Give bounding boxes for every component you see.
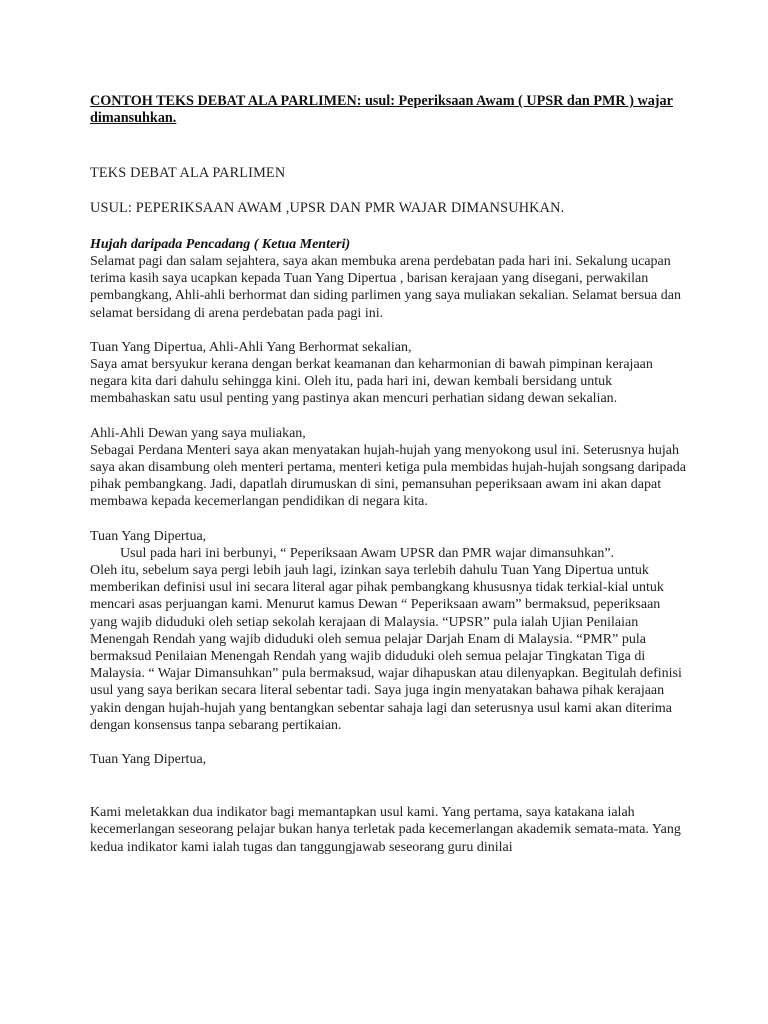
paragraph-motion: Usul pada hari ini berbunyi, “ Peperiksaan Awam UPSR dan PMR wajar dimansuhkan”. xyxy=(120,545,615,561)
paragraph-body: Sebagai Perdana Menteri saya akan menyatakan hujah-hujah yang menyokong usul ini. Seterusnya hujah saya akan disambung oleh menteri pertama, menteri ketiga pula membidas hujah-hujah songsang daripada pihak pembangkang. Jadi, dapatlah dirumuskan di sini, pemansuhan peperiksaan awam ini akan dapat membawa kepada kecemerlangan pendidikan di negara kita. xyxy=(90,442,686,510)
section-heading: Hujah daripada Pencadang ( Ketua Menteri) xyxy=(90,237,351,252)
document-title: CONTOH TEKS DEBAT ALA PARLIMEN: usul: Peperiksaan Awam ( UPSR dan PMR ) wajar dimansuhkan. xyxy=(90,93,673,126)
paragraph-address: Tuan Yang Dipertua, Ahli-Ahli Yang Berhormat sekalian, xyxy=(90,339,412,355)
paragraph-body: Kami meletakkan dua indikator bagi memantapkan usul kami. Yang pertama, saya katakana ialah kecemerlangan seseorang pelajar bukan hanya terletak pada kecemerlangan akademik semata-mata. Yang kedua indikator kami ialah tugas dan tanggungjawab seseorang guru dinilai xyxy=(90,805,681,855)
paragraph-address: Tuan Yang Dipertua, xyxy=(90,528,207,544)
paragraph-opening: Selamat pagi dan salam sejahtera, saya akan membuka arena perdebatan pada hari ini. Sekalung ucapan terima kasih saya ucapkan kepada Tuan Yang Dipertua , barisan kerajaan yang disegani, perwakilan pembangkang, Ahli-ahli berhormat dan siding parlimen yang saya muliakan sekalian. Selamat bersua dan selamat bersidang di arena perdebatan pada pagi ini. xyxy=(90,254,681,321)
paragraph-body: Oleh itu, sebelum saya pergi lebih jauh lagi, izinkan saya terlebih dahulu Tuan Yang Dipertua untuk memberikan definisi usul ini secara literal agar pihak pembangkang khususnya tidak terkial-kial untuk mencari asas perjuangan kami. Menurut kamus Dewan “ Peperiksaan awam” bermaksud, peperiksaan yang wajib diduduki oleh setiap sekolah kerajaan di Malaysia. “UPSR” pula ialah Ujian Penilaian Menengah Rendah yang wajib diduduki oleh semua pelajar Darjah Enam di Malaysia. “PMR” pula bermaksud Penilaian Menengah Rendah yang wajib diduduki oleh semua pelajar Tingkatan Tiga di Malaysia. “ Wajar Dimansuhkan” pula bermaksud, wajar dihapuskan atau dilenyapkan. Begitulah definisi usul yang saya berikan secara literal sebentar tadi. Saya juga ingin menyatakan bahawa pihak kerajaan yakin dengan hujah-hujah yang bentangkan sebentar sahaja lagi dan seterusnya usul kami akan diterima dengan konsensus tanpa sebarang pertikaian. xyxy=(90,563,682,733)
paragraph-body: Saya amat bersyukur kerana dengan berkat keamanan dan keharmonian di bawah pimpinan kerajaan negara kita dari dahulu sehingga kini. Oleh itu, pada hari ini, dewan kembali bersidang untuk membahaskan satu usul penting yang pastinya akan mencuri perhatian sidang dewan sekalian. xyxy=(90,357,653,407)
paragraph-address: Tuan Yang Dipertua, xyxy=(90,752,207,768)
paragraph-address: Ahli-Ahli Dewan yang saya muliakan, xyxy=(90,425,306,441)
heading-teks-debat: TEKS DEBAT ALA PARLIMEN xyxy=(90,165,286,181)
document-page xyxy=(90,93,690,856)
heading-usul: USUL: PEPERIKSAAN AWAM ,UPSR DAN PMR WAJAR DIMANSUHKAN. xyxy=(90,200,565,216)
